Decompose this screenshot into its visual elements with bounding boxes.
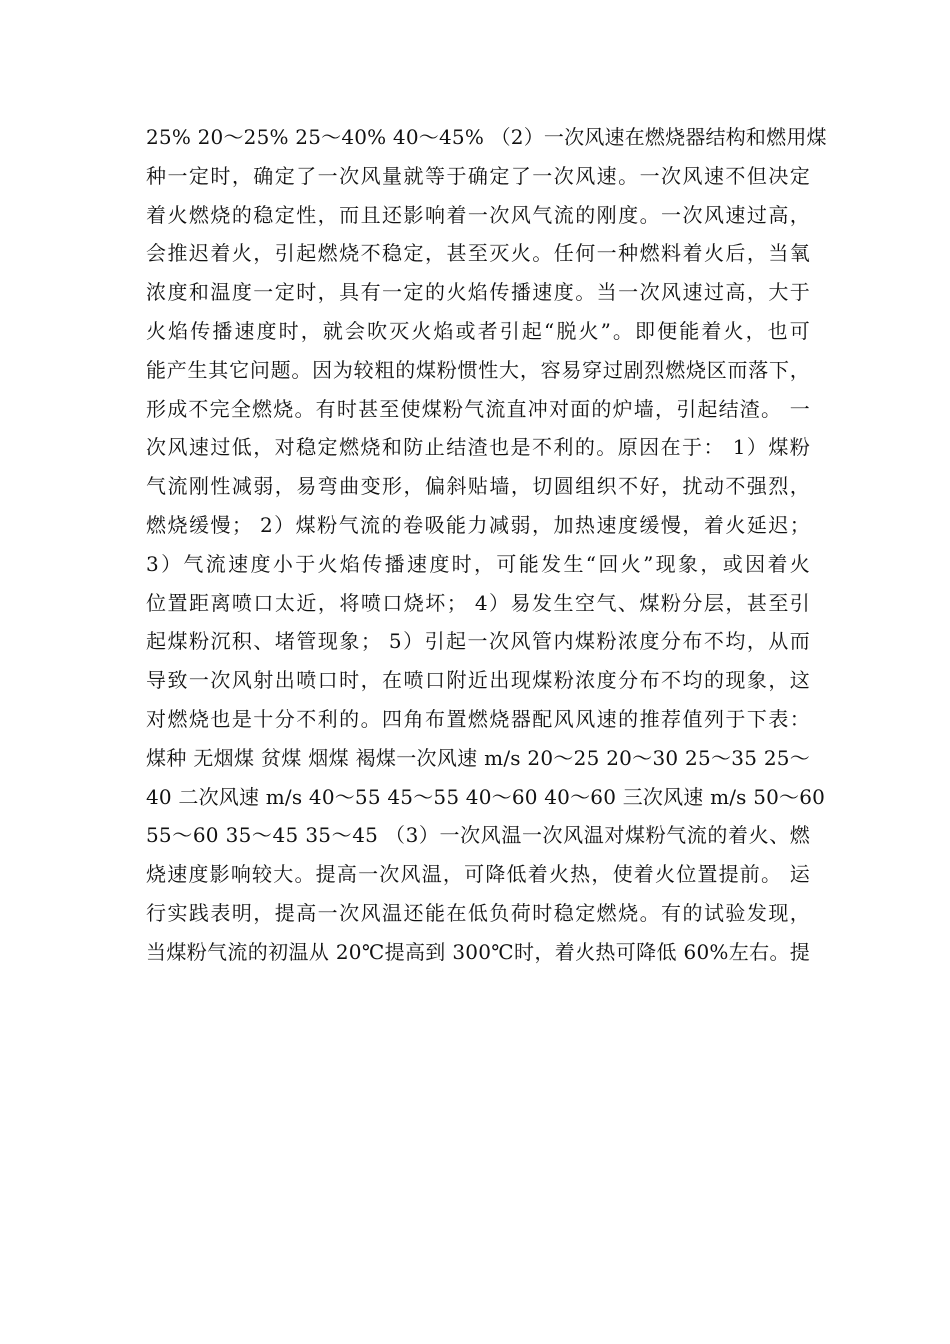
- text-line: 种一定时，确定了一次风量就等于确定了一次风速。一次风速不但决定: [146, 163, 810, 188]
- text-line: 会推迟着火，引起燃烧不稳定，甚至灭火。任何一种燃料着火后，当氧: [146, 241, 810, 266]
- text-line: 起煤粉沉积、堵管现象； 5）引起一次风管内煤粉浓度分布不均，从而: [146, 629, 810, 654]
- text-line: 浓度和温度一定时，具有一定的火焰传播速度。当一次风速过高，大于: [146, 280, 810, 305]
- text-line: 行实践表明，提高一次风温还能在低负荷时稳定燃烧。有的试验发现，: [146, 900, 810, 925]
- body-text: [146, 118, 827, 972]
- text-line: 25% 20～25% 25～40% 40～45% （2）一次风速在燃烧器结构和燃用煤: [146, 125, 827, 149]
- text-line: 气流刚性减弱，易弯曲变形，偏斜贴墙，切圆组织不好，扰动不强烈，: [146, 474, 810, 499]
- text-line: 次风速过低，对稳定燃烧和防止结渣也是不利的。原因在于： 1）煤粉: [146, 435, 810, 460]
- text-line: 燃烧缓慢； 2）煤粉气流的卷吸能力减弱，加热速度缓慢，着火延迟；: [146, 512, 810, 537]
- text-line: 当煤粉气流的初温从 20℃提高到 300℃时，着火热可降低 60%左右。提: [146, 939, 810, 964]
- text-line: 40 二次风速 m/s 40～55 45～55 40～60 40～60 三次风速 m/s 50～60: [146, 784, 826, 809]
- text-line: 形成不完全燃烧。有时甚至使煤粉气流直冲对面的炉墙，引起结渣。 一: [146, 396, 810, 421]
- text-line: 55～60 35～45 35～45 （3）一次风温一次风温对煤粉气流的着火、燃: [146, 823, 810, 848]
- text-line: 能产生其它问题。因为较粗的煤粉惯性大，容易穿过剧烈燃烧区而落下，: [146, 357, 810, 382]
- text-line: 着火燃烧的稳定性，而且还影响着一次风气流的刚度。一次风速过高，: [146, 202, 810, 227]
- text-line: 煤种 无烟煤 贫煤 烟煤 褐煤一次风速 m/s 20～25 20～30 25～35 25～: [146, 745, 810, 770]
- text-line: 火焰传播速度时，就会吹灭火焰或者引起“脱火”。即便能着火，也可: [146, 318, 810, 343]
- text-line: 3）气流速度小于火焰传播速度时，可能发生“回火”现象，或因着火: [146, 551, 810, 576]
- text-line: 对燃烧也是十分不利的。四角布置燃烧器配风风速的推荐值列于下表：: [146, 706, 810, 731]
- text-line: 位置距离喷口太近，将喷口烧坏； 4）易发生空气、煤粉分层，甚至引: [146, 590, 810, 615]
- text-line: 导致一次风射出喷口时，在喷口附近出现煤粉浓度分布不均的现象，这: [146, 668, 810, 693]
- text-line: 烧速度影响较大。提高一次风温，可降低着火热，使着火位置提前。 运: [146, 862, 810, 887]
